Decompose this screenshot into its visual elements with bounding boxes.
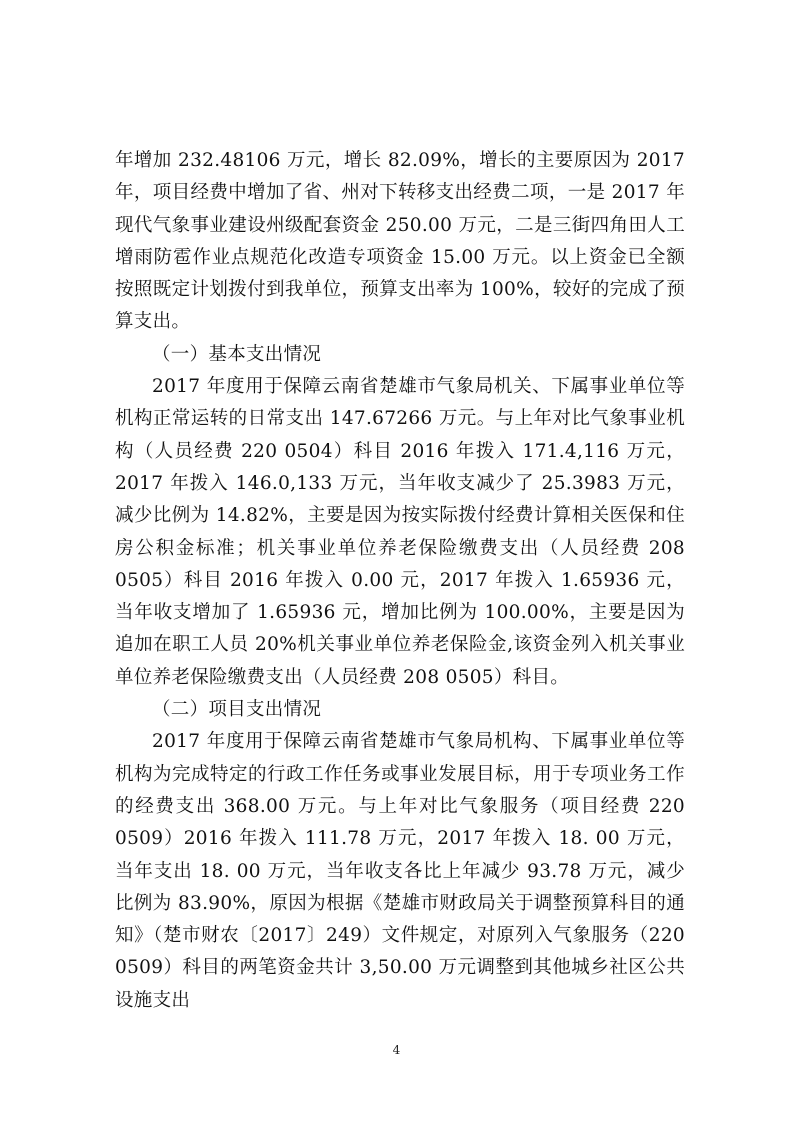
paragraph-continuation: 年增加 232.48106 万元，增长 82.09%，增长的主要原因为 2017 年，项目经费中增加了省、州对下转移支出经费二项，一是 2017 年现代气象事业建设州级配套资金 250.00 万元，二是三街四角田人工增雨防雹作业点规范化改造专项资金 15.00 万元。以上资金已全额按照既定计划拨付到我单位，预算支出率为 100%，较好的完成了预算支出。 [115,150,685,333]
section-heading-project-expenditure: （二）项目支出情况 [152,699,322,721]
body-text [115,145,685,1017]
section-heading-basic-expenditure: （一）基本支出情况 [152,343,322,365]
page-number: 4 [392,1043,401,1057]
paragraph-basic-expenditure: 2017 年度用于保障云南省楚雄市气象局机关、下属事业单位等机构正常运转的日常支出 147.67266 万元。与上年对比气象事业机构（人员经费 220 0504）科目 2016 年拨入 171.4,116 万元，2017 年拨入 146.0,133 万元，当年收支减少了 25.3983 万元，减少比例为 14.82%，主要是因为按实际拨付经费计算相关医保和住房公积金标准；机关事业单位养老保险缴费支出（人员经费 208 0505）科目 2016 年拨入 0.00 元，2017 年拨入 1.65936 元，当年收支增加了 1.65936 元，增加比例为 100.00%，主要是因为追加在职工人员 20%机关事业单位养老保险金,该资金列入机关事业单位养老保险缴费支出（人员经费 208 0505）科目。 [115,376,685,688]
paragraph-project-expenditure: 2017 年度用于保障云南省楚雄市气象局机构、下属事业单位等机构为完成特定的行政工作任务或事业发展目标，用于专项业务工作的经费支出 368.00 万元。与上年对比气象服务（项目经费 220 0509）2016 年拨入 111.78 万元，2017 年拨入 18. 00 万元，当年支出 18. 00 万元，当年收支各比上年减少 93.78 万元，减少比例为 83.90%，原因为根据《楚雄市财政局关于调整预算科目的通知》（楚市财农〔2017〕249）文件规定，对原列入气象服务（220 0509）科目的两笔资金共计 3,50.00 万元调整到其他城乡社区公共设施支出 [115,731,685,1011]
